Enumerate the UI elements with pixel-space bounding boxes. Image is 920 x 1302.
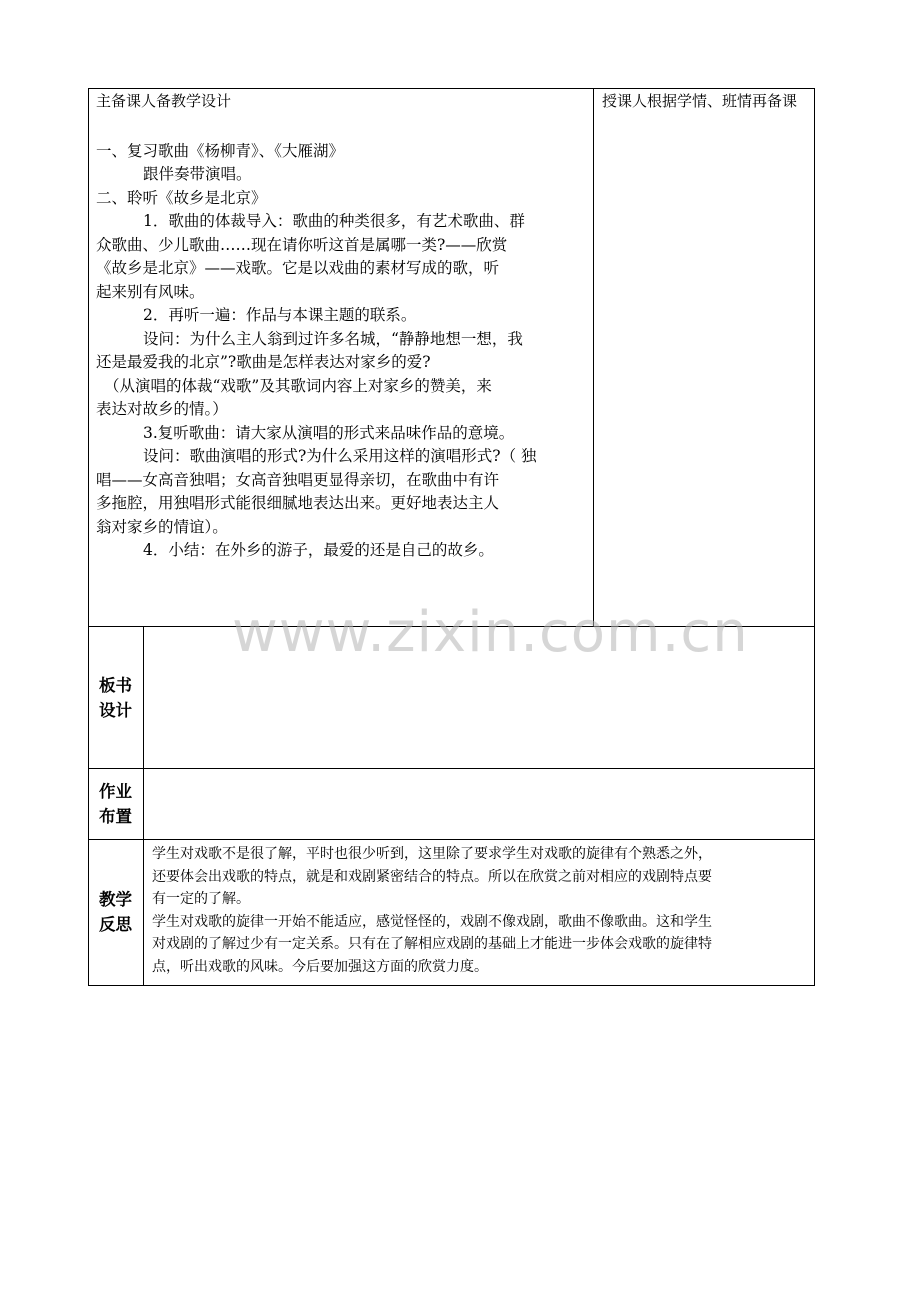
board-design-label [88,673,143,723]
lesson-line: 《故乡是北京》——戏歌。它是以戏曲的素材写成的歌，听 [96,259,500,277]
lesson-line: 4．小结：在外乡的游子，最爱的还是自己的故乡。 [143,541,494,559]
lesson-content [96,116,586,563]
table-row-divider-3 [88,839,815,840]
label-line: 设计 [99,701,132,720]
reflection-line: 还要体会出戏歌的特点，就是和戏剧紧密结合的特点。所以在欣赏之前对相应的戏剧特点要 [152,868,712,885]
left-column-title: 主备课人备教学设计 [96,92,232,110]
label-line: 反思 [99,915,132,934]
column-divider-top [593,88,594,626]
lesson-line: 3.复听歌曲：请大家从演唱的形式来品味作品的意境。 [143,423,515,442]
homework-label [88,779,143,829]
reflection-content [152,843,808,978]
label-line: 教学 [99,890,132,909]
label-line: 作业 [99,782,132,801]
lesson-line: 翁对家乡的情谊）。 [96,517,228,536]
lesson-line: 起来别有风味。 [96,282,205,301]
lesson-line: 还是最爱我的北京”?歌曲是怎样表达对家乡的爱? [96,353,431,371]
watermark: www.zixin.com.cn [232,600,749,665]
table-border-left [88,88,89,986]
reflection-line: 学生对戏歌的旋律一开始不能适应，感觉怪怪的，戏剧不像戏剧，歌曲不像歌曲。这和学生 [152,913,712,930]
lesson-line: 1．歌曲的体裁导入：歌曲的种类很多，有艺术歌曲、群 [143,212,525,230]
lesson-line: 二、聆听《故乡是北京》 [96,188,267,207]
reflection-line: 对戏剧的了解过少有一定关系。只有在了解相应戏剧的基础上才能进一步体会戏歌的旋律特 [152,936,712,952]
right-column-title: 授课人根据学情、班情再备课 [602,92,798,110]
label-line: 布置 [99,807,132,826]
reflection-line: 学生对戏歌不是很了解，平时也很少听到，这里除了要求学生对戏歌的旋律有个熟悉之外， [152,846,712,862]
lesson-line: 表达对故乡的情。） [96,400,228,418]
reflection-label [88,887,143,937]
table-border-bottom [88,985,815,986]
lesson-line: 唱——女高音独唱；女高音独唱更显得亲切，在歌曲中有许 [96,470,500,489]
table-row-divider-2 [88,768,815,769]
lesson-line: 跟伴奏带演唱。 [143,165,252,183]
table-border-top [88,88,815,89]
table-border-right [814,88,815,986]
lesson-line: 2．再听一遍：作品与本课主题的联系。 [143,306,417,324]
lesson-line: 设问：为什么主人翁到过许多名城，“静静地想一想，我 [143,329,523,348]
reflection-line: 点，听出戏歌的风味。今后要加强这方面的欣赏力度。 [152,958,488,975]
lesson-line: 设问：歌曲演唱的形式?为什么采用这样的演唱形式?（ 独 [143,447,537,465]
reflection-line: 有一定的了解。 [152,891,250,907]
lesson-line: 一、复习歌曲《杨柳青》、《大雁湖》 [96,141,345,160]
label-column-divider [143,626,144,986]
lesson-line: 众歌曲、少儿歌曲……现在请你听这首是属哪一类?——欣赏 [96,235,508,254]
lesson-line: 多拖腔，用独唱形式能很细腻地表达出来。更好地表达主人 [96,494,500,512]
label-line: 板书 [99,676,132,695]
lesson-line: （从演唱的体裁“戏歌”及其歌词内容上对家乡的赞美，来 [104,376,492,395]
blank-line [96,116,586,140]
